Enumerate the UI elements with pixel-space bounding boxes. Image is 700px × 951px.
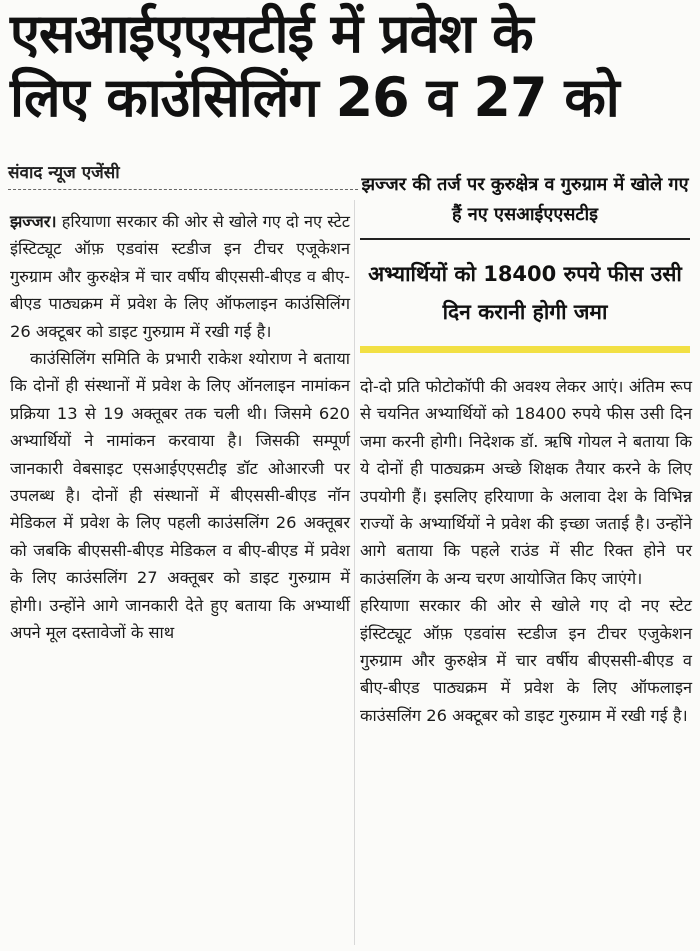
article-column-left	[10, 208, 350, 647]
paragraph-3: दो-दो प्रति फोटोकॉपी की अवश्य लेकर आएं। अंतिम रूप से चयनित अभ्यार्थियों को 18400 रुपये फीस उसी दिन जमा करनी होगी। निदेशक डॉ. ऋषि गोयल ने बताया कि ये दोनों ही पाठ्यक्रम अच्छे शिक्षक तैयार करने के लिए उपयोगी हैं। इसलिए हरियाणा के अलावा देश के विभिन्न राज्यों के अभ्यार्थियों ने प्रवेश की इच्छा जताई है। उन्होंने आगे बताया कि पहले राउंड में सीट रिक्त होने पर काउंसलिंग के अन्य चरण आयोजित किए जाएंगे।	[360, 377, 692, 588]
sidebar-highlight: अभ्यार्थियों को 18400 रुपये फीस उसी दिन करानी होगी जमा	[368, 262, 682, 324]
headline-line-2: लिए काउंसिलिंग 26 व 27 को	[10, 66, 619, 129]
paragraph-4: हरियाणा सरकार की ओर से खोले गए दो नए स्टेट इंस्टिट्यूट ऑफ़ एडवांस स्टडीज इन टीचर एजुकेशन गुरुग्राम और कुरुक्षेत्र में चार वर्षीय बीएससी-बीएड व बीए-बीएड पाठ्यक्रम में प्रवेश के लिए ऑफलाइन काउंसलिंग 26 अक्टूबर को डाइट गुरुग्राम में रखी गई है।	[360, 596, 692, 725]
column-divider	[354, 200, 355, 945]
sidebar-rule	[360, 238, 690, 240]
highlight-accent-bar	[360, 346, 690, 353]
paragraph-1	[10, 208, 350, 345]
paragraph-2: काउंसिलिंग समिति के प्रभारी राकेश श्योराण ने बताया कि दोनों ही संस्थानों में प्रवेश के लिए ऑनलाइन नामांकन प्रक्रिया 13 से 19 अक्तूबर तक चली थी। जिसमे 620 अभ्यार्थियों ने नामांकन करवाया है। जिसकी सम्पूर्ण जानकारी वेबसाइट एसआईएएसटीइ डॉट ओआरजी पर उपलब्ध है। दोनों ही संस्थानों में बीएससी-बीएड नॉन मेडिकल में प्रवेश के लिए पहली काउंसलिंग 26 अक्तूबर को जबकि बीएससी-बीएड मेडिकल व बीए-बीएड में प्रवेश के लिए काउंसलिंग 27 अक्तूबर को डाइट गुरुग्राम में होगी। उन्होंने आगे जानकारी देते हुए बताया कि अभ्यार्थी अपने मूल दस्तावेजों के साथ	[10, 349, 350, 643]
headline-line-1: एसआईएएसटीई में प्रवेश के	[10, 2, 533, 65]
dateline: झज्जर।	[10, 212, 57, 231]
byline: संवाद न्यूज एजेंसी	[8, 160, 358, 190]
paragraph-1-text: हरियाणा सरकार की ओर से खोले गए दो नए स्टेट इंस्टिट्यूट ऑफ़ एडवांस स्टडीज इन टीचर एजूकेशन गुरुग्राम और कुरुक्षेत्र में चार वर्षीय बीएससी-बीएड व बीए-बीएड पाठ्यक्रम में प्रवेश के लिए ऑफलाइन काउंसिलिंग 26 अक्टूबर को डाइट गुरुग्राम में रखी गई है।	[10, 212, 350, 341]
headline	[10, 2, 695, 130]
article-column-right	[360, 373, 692, 729]
sidebar-subheadline: झज्जर की तर्ज पर कुरुक्षेत्र व गुरुग्राम में खोले गए हैं नए एसआईएएसटीइ	[361, 174, 689, 225]
